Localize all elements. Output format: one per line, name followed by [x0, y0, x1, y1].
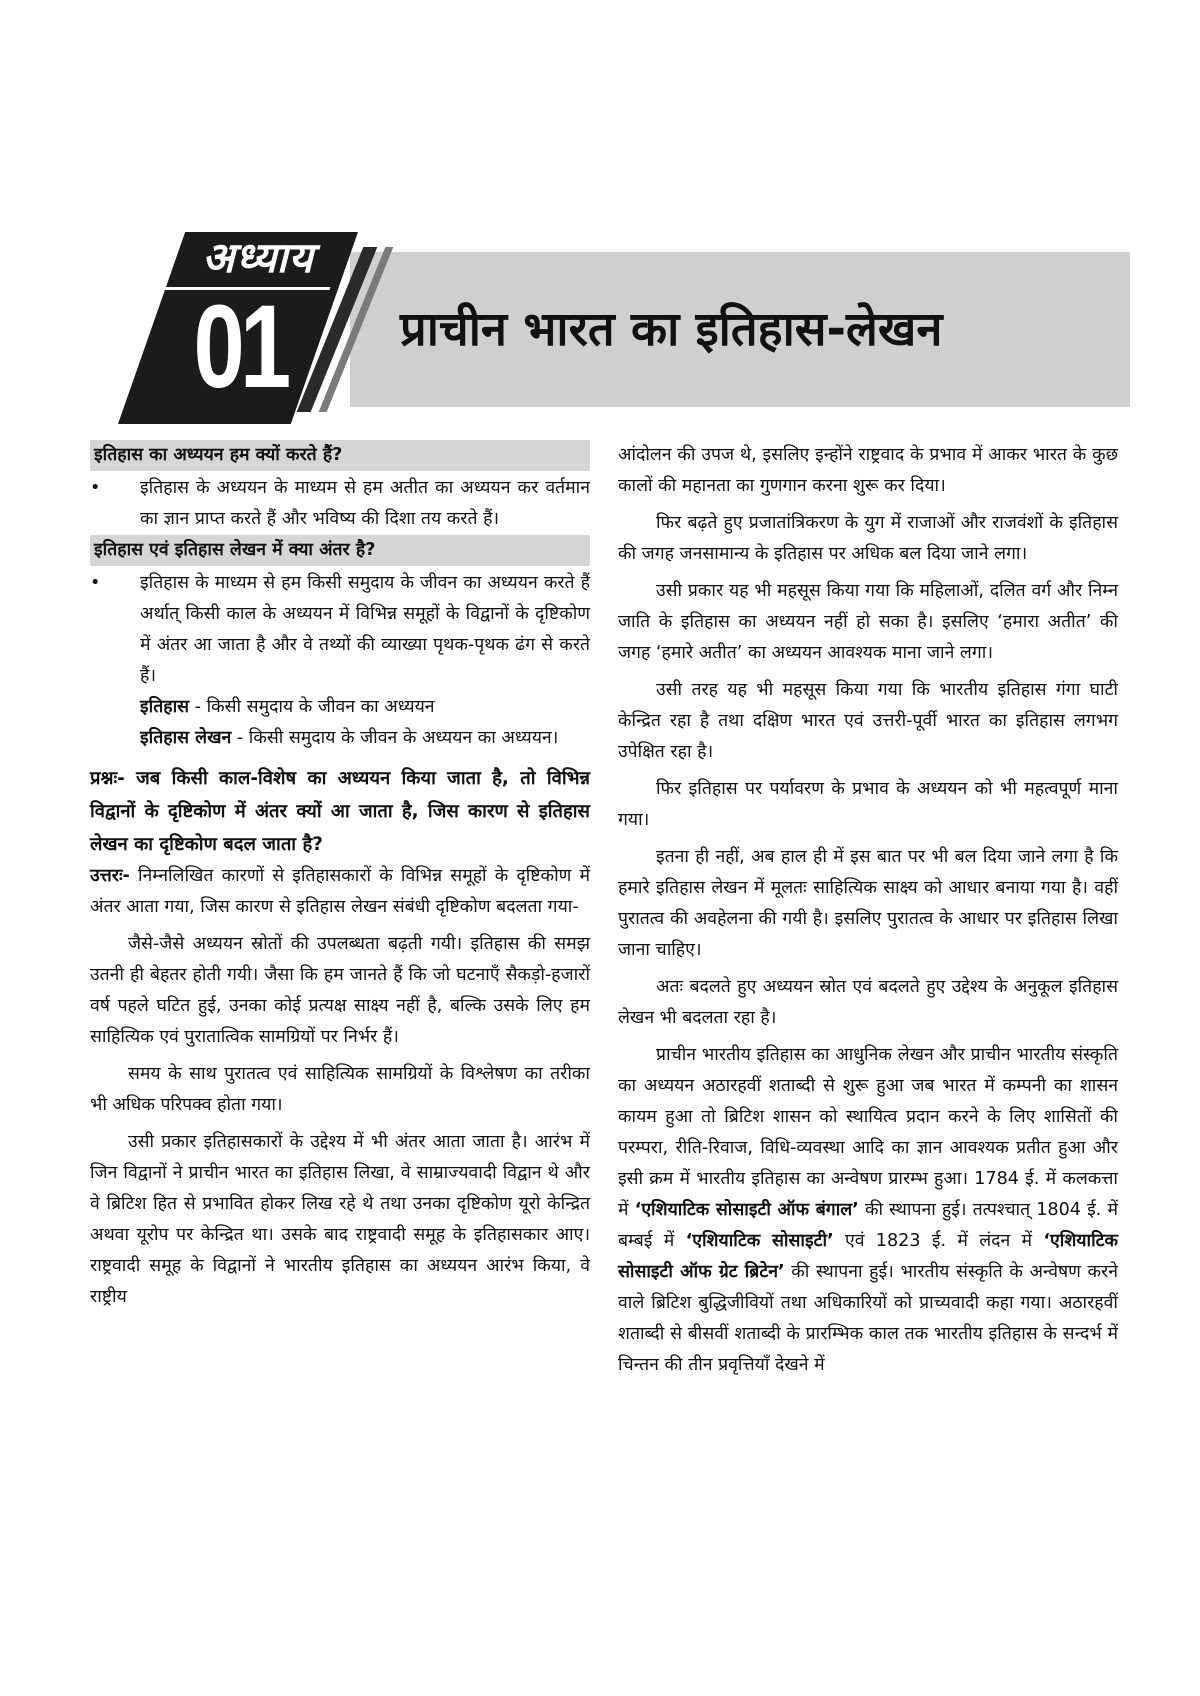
bullet-item: • इतिहास के अध्ययन के माध्यम से हम अतीत का अध्ययन कर वर्तमान का ज्ञान प्राप्त करते हैं और भविष्य की दिशा तय करते हैं। [90, 478, 590, 529]
society-name: ‘एशियाटिक सोसाइटी ऑफ बंगाल’ [634, 1200, 859, 1220]
section-heading: इतिहास एवं इतिहास लेखन में क्या अंतर है? [90, 535, 590, 566]
bullet-item: • इतिहास के माध्यम से हम किसी समुदाय के जीवन का अध्ययन करते हैं अर्थात् किसी काल के अध्ययन में विभिन्न समूहों के विद्वानों के दृष्टिकोण में अंतर आ जाता है और वे तथ्यों की व्याख्या पृथक-पृथक ढंग से करते हैं। [90, 573, 590, 686]
paragraph: फिर इतिहास पर पर्यावरण के प्रभाव के अध्ययन को भी महत्वपूर्ण माना गया। [618, 779, 1118, 830]
paragraph: जैसे-जैसे अध्ययन स्रोतों की उपलब्धता बढ़ती गयी। इतिहास की समझ उतनी ही बेहतर होती गयी। जैसा कि हम जानते हैं कि जो घटनाएँ सैकड़ो-हजारों वर्ष पहले घटित हुई, उनका कोई प्रत्यक्ष साक्ष्य नहीं है, बल्कि उसके लिए हम साहित्यिक एवं पुरातात्विक सामग्रियों पर निर्भर हैं। [90, 934, 590, 1047]
paragraph [618, 1040, 1118, 1381]
right-column [618, 440, 1118, 1381]
paragraph: इतना ही नहीं, अब हाल ही में इस बात पर भी बल दिया जाने लगा है कि हमारे इतिहास लेखन में मूलतः साहित्यिक साक्ष्य को आधार बनाया गया है। वहीं पुरातत्व की अवहेलना की गयी है। इसलिए पुरातत्व के आधार पर इतिहास लिखा जाना चाहिए। [618, 847, 1118, 960]
answer [90, 861, 590, 923]
definition-text: - किसी समुदाय के जीवन के अध्ययन का अध्ययन। [231, 728, 559, 748]
section-heading: इतिहास का अध्ययन हम क्यों करते हैं? [90, 440, 590, 471]
text-run: की स्थापना हुई। भारतीय संस्कृति के अन्वेषण करने वाले ब्रिटिश बुद्धिजीवियों तथा अधिकारियों को प्राच्यवादी कहा गया। अठारहवीं शताब्दी से बीसवीं शताब्दी के प्रारम्भिक काल तक भारतीय इतिहास के सन्दर्भ में चिन्तन की तीन प्रवृत्तियाँ देखने में [618, 1262, 1118, 1375]
definition [90, 723, 590, 754]
bullet-text: इतिहास के माध्यम से हम किसी समुदाय के जीवन का अध्ययन करते हैं अर्थात् किसी काल के अध्ययन में विभिन्न समूहों के विद्वानों के दृष्टिकोण में अंतर आ जाता है और वे तथ्यों की व्याख्या पृथक-पृथक ढंग से करते हैं। [140, 573, 590, 686]
chapter-number: 01 [193, 281, 287, 413]
paragraph: फिर बढ़ते हुए प्रजातांत्रिकरण के युग में राजाओं और राजवंशों के इतिहास की जगह जनसामान्य के इतिहास पर अधिक बल दिया जाने लगा। [618, 513, 1118, 564]
text-run: की स्थापना हुई। तत्पश्चात् 1804 ई. में बम्बई में [618, 1200, 1118, 1251]
definition-term: इतिहास लेखन [140, 728, 232, 748]
answer-text: निम्नलिखित कारणों से इतिहासकारों के विभिन्न समूहों के दृष्टिकोण में अंतर आता गया, जिस कारण से इतिहास लेखन संबंधी दृष्टिकोण बदलता गया- [90, 866, 590, 917]
society-name: ‘एशियाटिक सोसाइटी’ [685, 1231, 834, 1251]
definition-text: - किसी समुदाय के जीवन का अध्ययन [189, 697, 435, 717]
paragraph: उसी प्रकार इतिहासकारों के उद्देश्य में भी अंतर आता जाता है। आरंभ में जिन विद्वानों ने प्राचीन भारत का इतिहास लिखा, वे साम्राज्यवादी विद्वान थे और वे ब्रिटिश हित से प्रभावित होकर लिख रहे थे तथा उनका दृष्टिकोण यूरो केन्द्रित अथवा यूरोप पर केन्द्रित था। उसके बाद राष्ट्रवादी समूह के इतिहासकार आए। राष्ट्रवादी समूह के विद्वानों ने भारतीय इतिहास का अध्ययन आरंभ किया, वे राष्ट्रीय [90, 1132, 590, 1307]
chapter-word: अध्याय [202, 233, 314, 282]
text-run: एवं 1823 ई. में लंदन में [833, 1231, 1044, 1251]
society-name: ‘एशियाटिक सोसाइटी ऑफ ग्रेट ब्रिटेन’ [618, 1231, 1119, 1282]
paragraph: उसी प्रकार यह भी महसूस किया गया कि महिलाओं, दलित वर्ग और निम्न जाति के इतिहास का अध्ययन नहीं हो सका है। इसलिए ‘हमारा अतीत’ की जगह ‘हमारे अतीत’ का अध्ययन आवश्यक माना जाने लगा। [618, 581, 1118, 663]
chapter-title: प्राचीन भारत का इतिहास-लेखन [400, 302, 943, 357]
paragraph: अतः बदलते हुए अध्ययन स्रोत एवं बदलते हुए उद्देश्य के अनुकूल इतिहास लेखन भी बदलता रहा है। [618, 977, 1118, 1028]
text-run: प्राचीन भारतीय इतिहास का आधुनिक लेखन और प्राचीन भारतीय संस्कृति का अध्ययन अठारहवीं शताब्दी से शुरू हुआ जब भारत में कम्पनी का शासन कायम हुआ तो ब्रिटिश शासन को स्थायित्व प्रदान करने के लिए शासितों की परम्परा, रीति-रिवाज, विधि-व्यवस्था आदि का ज्ञान आवश्यक प्रतीत हुआ और इसी क्रम में भारतीय इतिहास का अन्वेषण प्रारम्भ हुआ। 1784 ई. में कलकत्ता में [618, 1045, 1118, 1220]
definition-term: इतिहास [140, 697, 190, 717]
paragraph: उसी तरह यह भी महसूस किया गया कि भारतीय इतिहास गंगा घाटी केन्द्रित रहा है तथा दक्षिण भारत एवं उत्तरी-पूर्वी भारत का इतिहास लगभग उपेक्षित रहा है। [618, 680, 1118, 762]
question: प्रश्नः- जब किसी काल-विशेष का अध्ययन किया जाता है, तो विभिन्न विद्वानों के दृष्टिकोण में अंतर क्यों आ जाता है, जिस कारण से इतिहास लेखन का दृष्टिकोण बदल जाता है? [90, 768, 590, 855]
bullet-text: इतिहास के अध्ययन के माध्यम से हम अतीत का अध्ययन कर वर्तमान का ज्ञान प्राप्त करते हैं और भविष्य की दिशा तय करते हैं। [140, 478, 590, 529]
paragraph: समय के साथ पुरातत्व एवं साहित्यिक सामग्रियों के विश्लेषण का तरीका भी अधिक परिपक्व होता गया। [90, 1064, 590, 1115]
answer-label: उत्तरः- [90, 866, 130, 886]
paragraph: आंदोलन की उपज थे, इसलिए इन्होंने राष्ट्रवाद के प्रभाव में आकर भारत के कुछ कालों की महानता का गुणगान करना शुरू कर दिया। [618, 445, 1118, 496]
left-column [90, 440, 590, 1313]
definition [90, 692, 590, 723]
